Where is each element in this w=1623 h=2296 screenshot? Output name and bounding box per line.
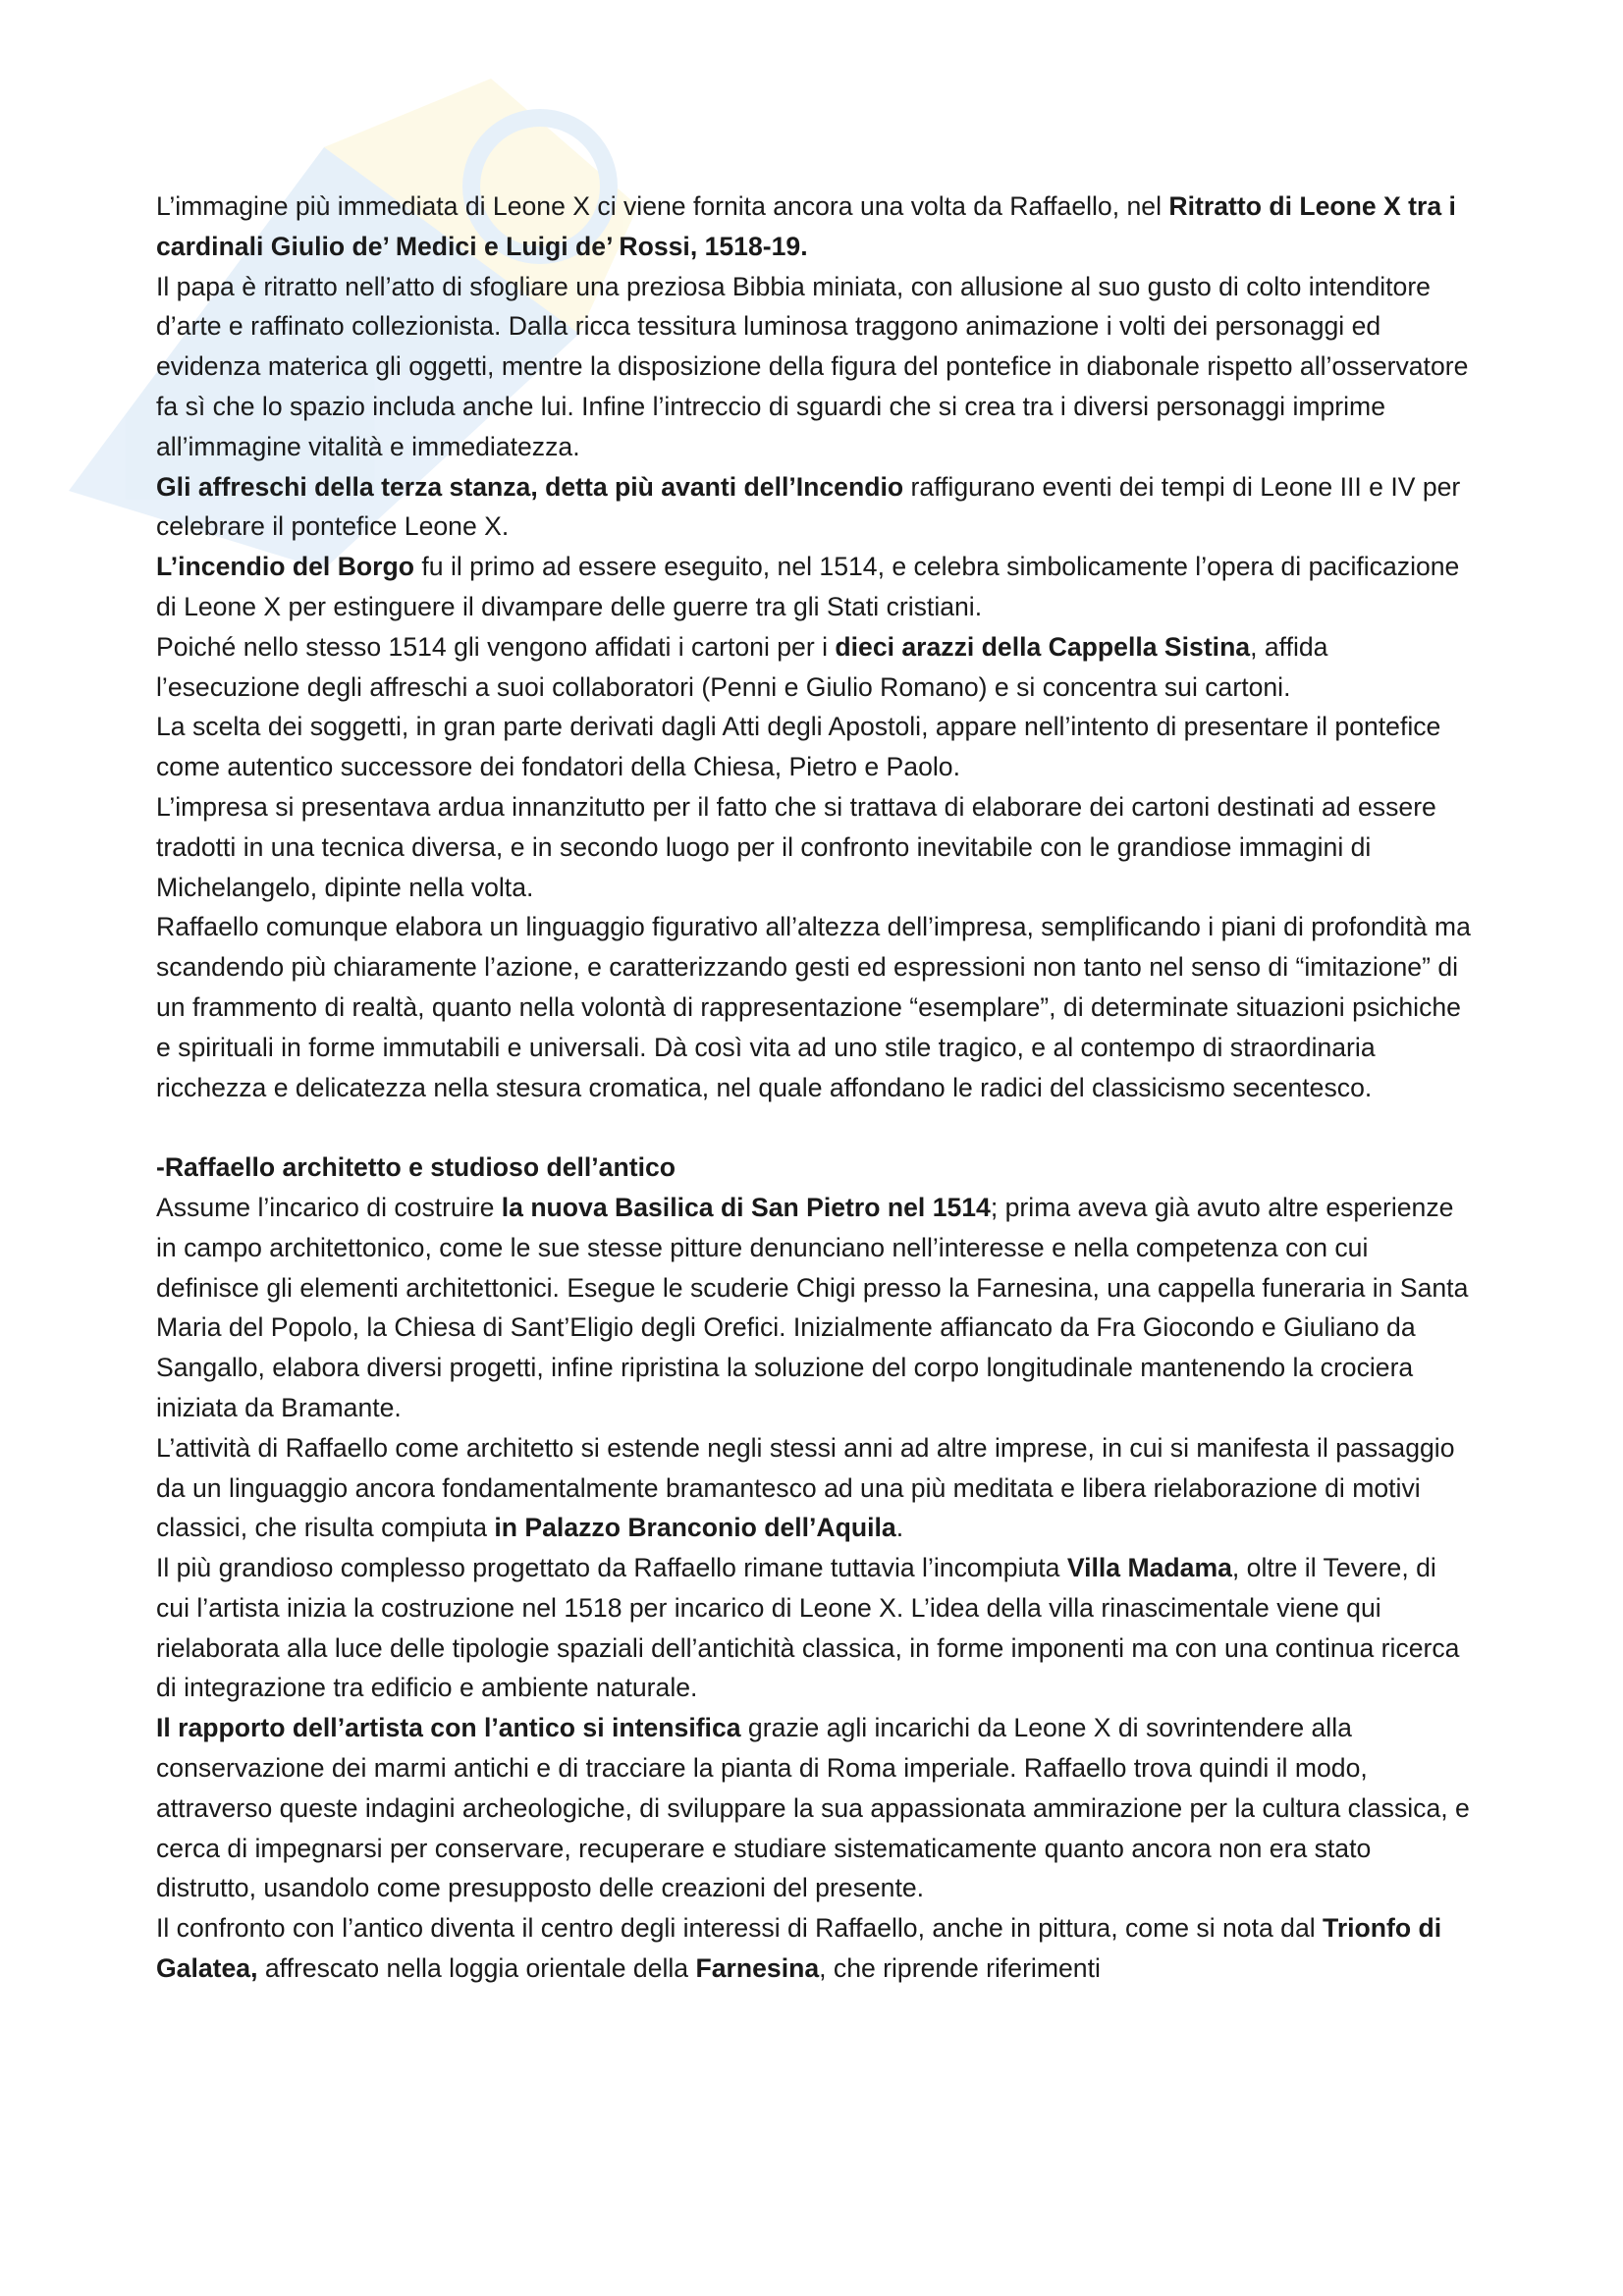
paragraph-spacer [156,1107,1472,1148]
text-run: . [895,1513,904,1543]
text-run: grazie agli incarichi da Leone X di sovrintendere alla conservazione dei marmi antichi e di tracciare la pianta di Roma imperiale. Raffaello trova quindi il modo, attraverso queste indagini archeologiche, di sviluppare la sua appassionata ammirazione per la cultura classica, e cerca di impegnarsi per conservare, recuperare e studiare sistematicamente quanto ancora non era stato distrutto, usandolo come presupposto delle creazioni del presente. [156,1713,1470,1903]
paragraph [156,1908,1472,1989]
bold-text: Trionfo di Galatea, [156,1913,1442,1984]
bold-text: Farnesina [695,1953,820,1984]
text-run: L’immagine più immediata di Leone X ci viene fornita ancora una volta da Raffaello, nel [156,191,1169,221]
bold-text: L’incendio del Borgo [156,552,414,582]
text-run: ; prima aveva già avuto altre esperienze in campo architettonico, come le sue stesse pitture denunciano nell’interesse e nella competenza con cui definisce gli elementi architettonici. Esegue le scuderie Chigi presso la Farnesina, una cappella funeraria in Santa Maria del Popolo, la Chiesa di Sant’Eligio degli Orefici. Inizialmente affiancato da Fra Giocondo e Giuliano da Sangallo, elabora diversi progetti, infine ripristina la soluzione del corpo longitudinale mantenendo la crociera iniziata da Bramante. [156,1192,1469,1422]
text-run: fu il primo ad essere eseguito, nel 1514, e celebra simbolicamente l’opera di pacificazione di Leone X per estinguere il divampare delle guerre tra gli Stati cristiani. [156,552,1460,621]
text-run: raffigurano eventi dei tempi di Leone III e IV per celebrare il pontefice Leone X. [156,471,1461,542]
bold-text: dieci arazzi della Cappella Sistina [835,631,1251,662]
text-run: L’attività di Raffaello come architetto si estende negli stessi anni ad altre imprese, in cui si manifesta il passaggio da un linguaggio ancora fondamentalmente bramantesco ad una più meditata e libera rielaborazione di motivi classici, che risulta compiuta [156,1432,1455,1543]
bold-text: Ritratto di Leone X tra i cardinali Giulio de’ Medici e Luigi de’ Rossi, 1518-19. [156,191,1456,261]
text-run: Il papa è ritratto nell’atto di sfogliare una preziosa Bibbia miniata, con allusione al suo gusto di colto intenditore d’arte e raffinato collezionista. Dalla ricca tessitura luminosa traggono animazione i volti dei personaggi ed evidenza materica gli oggetti, mentre la disposizione della figura del pontefice in diabonale rispetto all’osservatore fa sì che lo spazio includa anche lui. Infine l’intreccio di sguardi che si crea tra i diversi personaggi imprime all’immagine vitalità e immediatezza. [156,271,1469,461]
paragraph [156,1708,1472,1908]
bold-text: -Raffaello architetto e studioso dell’antico [156,1152,676,1183]
paragraph [156,1148,1472,1188]
paragraph [156,1188,1472,1428]
paragraph [156,627,1472,708]
paragraph [156,707,1472,787]
text-run: , affida l’esecuzione degli affreschi a suoi collaboratori (Penni e Giulio Romano) e si concentra sui cartoni. [156,631,1328,702]
bold-text: in Palazzo Branconio dell’Aquila [494,1513,896,1543]
text-run: Il confronto con l’antico diventa il centro degli interessi di Raffaello, anche in pittura, come si nota dal [156,1913,1324,1944]
text-run: Raffaello comunque elabora un linguaggio figurativo all’altezza dell’impresa, semplificando i piani di profondità ma scandendo più chiaramente l’azione, e caratterizzando gesti ed espressioni non tanto nel senso di “imitazione” di un frammento di realtà, quanto nella volontà di rappresentazione “esemplare”, di determinate situazioni psichiche e spirituali in forme immutabili e universali. Dà così vita ad uno stile tragico, e al contempo di straordinaria ricchezza e delicatezza nella stesura cromatica, nel quale affondano le radici del classicismo secentesco. [156,912,1471,1102]
text-run: Poiché nello stesso 1514 gli vengono affidati i cartoni per i [156,631,836,662]
bold-text: Gli affreschi della terza stanza, detta più avanti dell’Incendio [156,471,904,502]
paragraph [156,787,1472,907]
text-run: Assume l’incarico di costruire [156,1192,502,1222]
paragraph [156,467,1472,548]
bold-text: Villa Madama [1066,1553,1232,1583]
bold-text: la nuova Basilica di San Pietro nel 1514 [501,1192,991,1222]
paragraph [156,1548,1472,1708]
text-run: L’impresa si presentava ardua innanzitutto per il fatto che si trattava di elaborare dei cartoni destinati ad essere tradotti in una tecnica diversa, e in secondo luogo per il confronto inevitabile con le grandiose immagini di Michelangelo, dipinte nella volta. [156,791,1436,902]
bold-text: Il rapporto dell’artista con l’antico si intensifica [156,1713,741,1743]
text-run: affrescato nella loggia orientale della [257,1953,696,1984]
paragraph [156,267,1472,467]
text-run: Il più grandioso complesso progettato da Raffaello rimane tuttavia l’incompiuta [156,1553,1067,1583]
paragraph [156,547,1472,627]
text-run: , che riprende riferimenti [819,1953,1101,1984]
document-body [156,187,1472,1989]
paragraph [156,187,1472,267]
paragraph [156,1428,1472,1548]
text-run: , oltre il Tevere, di cui l’artista inizia la costruzione nel 1518 per incarico di Leone X. L’idea della villa rinascimentale viene qui rielaborata alla luce delle tipologie spaziali dell’antichità classica, in forme imponenti ma con una continua ricerca di integrazione tra edificio e ambiente naturale. [156,1553,1460,1703]
text-run: La scelta dei soggetti, in gran parte derivati dagli Atti degli Apostoli, appare nell’intento di presentare il pontefice come autentico successore dei fondatori della Chiesa, Pietro e Paolo. [156,712,1441,782]
paragraph [156,907,1472,1107]
